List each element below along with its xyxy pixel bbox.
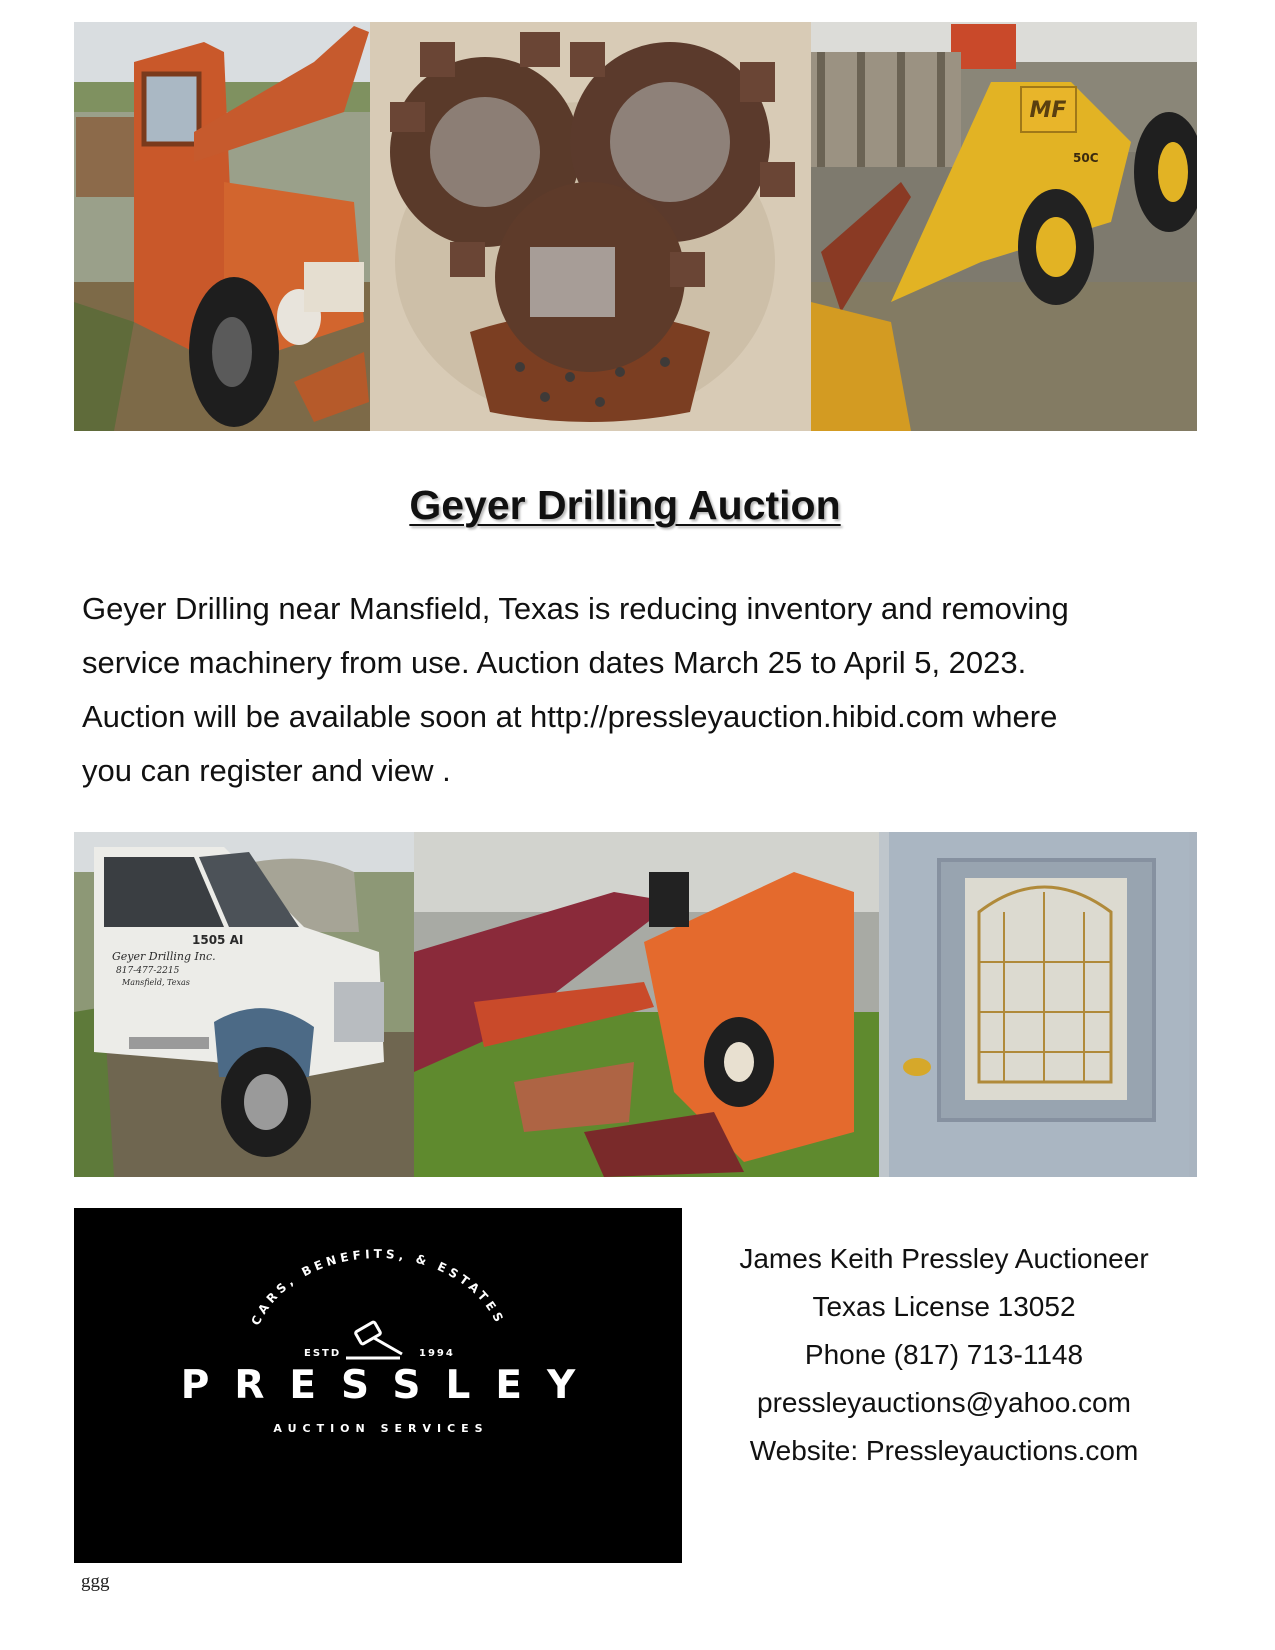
email-address[interactable]: pressleyauctions@yahoo.com <box>757 1387 1131 1418</box>
auction-description <box>82 582 1202 798</box>
phone-number: Phone (817) 713-1148 <box>804 1339 1084 1370</box>
website-link[interactable]: Website: Pressleyauctions.com <box>749 1435 1139 1466</box>
description-line: Auction will be available soon at http://pressleyauction.hibid.com where <box>82 699 1058 734</box>
logo-estd-year: 1994 <box>419 1348 455 1359</box>
svg-text:CARS, BENEFITS, & ESTATES <box>248 1247 507 1328</box>
page-title: Geyer Drilling Auction <box>409 482 841 528</box>
description-line: service machinery from use. Auction dates March 25 to April 5, 2023. <box>82 645 1027 680</box>
logo-estd-label: ESTD <box>304 1348 342 1359</box>
description-line: you can register and view . <box>82 753 451 788</box>
top-photo-row <box>74 22 1197 431</box>
loader-brand-badge: MF <box>1029 98 1067 123</box>
photo-glass-door <box>879 832 1197 1177</box>
gavel-icon <box>346 1321 402 1358</box>
pressley-logo <box>74 1208 682 1563</box>
photo-yellow-loader-tractor <box>811 22 1197 431</box>
photo-rusty-flatbed-truck <box>74 22 370 431</box>
logo-name: PRESSLEY <box>180 1363 601 1408</box>
truck-door-phone: 817-477-2215 <box>116 966 180 976</box>
footer-text: ggg <box>81 1571 110 1592</box>
contact-info <box>700 1235 1188 1475</box>
loader-model-label: 50C <box>1073 151 1099 165</box>
description-line: Geyer Drilling near Mansfield, Texas is reducing inventory and removing <box>82 591 1069 626</box>
truck-door-company: Geyer Drilling Inc. <box>112 950 216 963</box>
auctioneer-name: James Keith Pressley Auctioneer <box>739 1243 1149 1274</box>
photo-white-service-truck <box>74 832 414 1177</box>
logo-arc-text: CARS, BENEFITS, & ESTATES <box>248 1246 508 1328</box>
photo-orange-trencher <box>414 832 879 1177</box>
truck-door-city: Mansfield, Texas <box>122 978 190 987</box>
logo-subtitle: AUCTION SERVICES <box>273 1422 489 1435</box>
photo-drill-bit <box>370 22 811 431</box>
bottom-photo-row <box>74 832 1197 1177</box>
truck-unit-number: 1505 AI <box>192 933 244 947</box>
license-number: Texas License 13052 <box>812 1291 1076 1322</box>
